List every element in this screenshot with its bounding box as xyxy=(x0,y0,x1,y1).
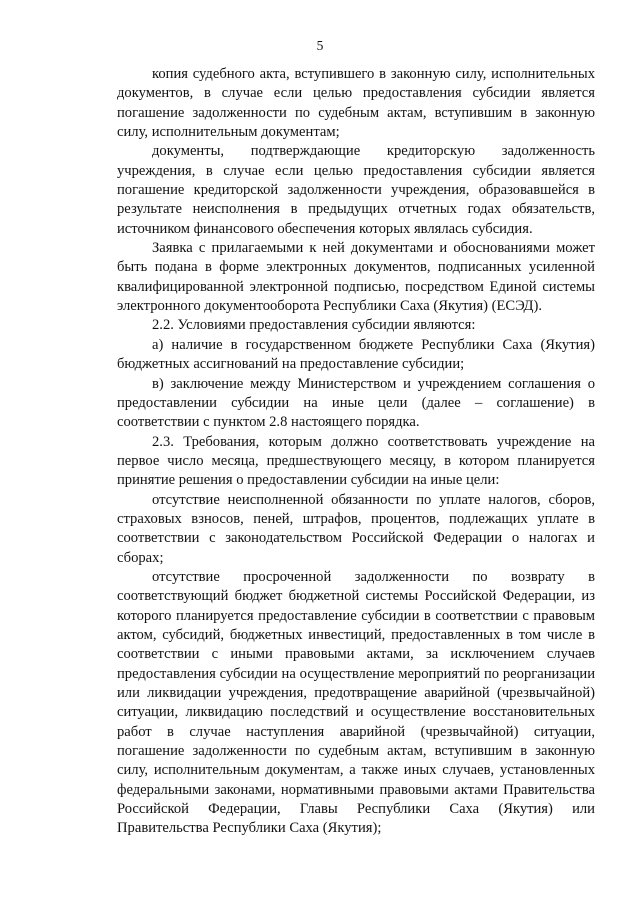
paragraph-no-tax-arrears: отсутствие неисполненной обязанности по уплате налогов, сборов, страховых взносов, пеней, штрафов, процентов, подлежащих уплате в соответствии с законодательством Российской Федерации о налогах и сборах; xyxy=(117,491,595,566)
paragraph-condition-v: в) заключение между Министерством и учреждением соглашения о предоставлении субсидии на иные цели (далее – соглашение) в соответствии с пунктом 2.8 настоящего порядка. xyxy=(117,375,595,431)
paragraph-condition-a: а) наличие в государственном бюджете Республики Саха (Якутия) бюджетных ассигнований на предоставление субсидии; xyxy=(117,336,595,373)
paragraph-section-2-2-heading: 2.2. Условиями предоставления субсидии являются: xyxy=(152,317,476,334)
paragraph-electronic-submission: Заявка с прилагаемыми к ней документами и обоснованиями может быть подана в форме электронных документов, подписанных усиленной квалифицированной электронной подписью, посредством Единой системы электронного документооборота Республики Саха (Якутия) (ЕСЭД). xyxy=(117,240,595,315)
paragraph-section-2-3-requirements: 2.3. Требования, которым должно соответствовать учреждение на первое число месяца, предшествующего месяцу, в котором планируется принятие решения о предоставлении субсидии на иные цели: xyxy=(117,433,595,489)
paragraph-court-act-copy: копия судебного акта, вступившего в законную силу, исполнительных документов, в случае если целью предоставления субсидии является погашение задолженности по судебным актам, вступившим в законную силу, исполнительным документам; xyxy=(117,66,595,141)
paragraph-no-overdue-debt: отсутствие просроченной задолженности по возврату в соответствующий бюджет бюджетной системы Российской Федерации, из которого планируется предоставление субсидии в соответствии с правовым актом, субсидий, бюджетных инвестиций, предоставленных в том числе в соответствии с иными правовыми актами, за исключением случаев предоставления субсидии на осуществление мероприятий по реорганизации или ликвидации учреждения, предотвращение аварийной (чрезвычайной) ситуации, ликвидацию последствий и осуществление восстановительных работ в случае наступления аварийной (чрезвычайной) ситуации, погашение задолженности по судебным актам, вступившим в законную силу, исполнительным документам, а также иных случаев, установленных федеральными законами, нормативными правовыми актами Правительства Российской Федерации, Главы Республики Саха (Якутия) или Правительства Республики Саха (Якутия); xyxy=(117,568,595,837)
document-body xyxy=(117,65,595,839)
paragraph-creditor-debt-documents: документы, подтверждающие кредиторскую задолженность учреждения, в случае если целью предоставления субсидии является погашение кредиторской задолженности учреждения, образовавшейся в результате неисполнения в предыдущих отчетных годах обязательств, источником финансового обеспечения которых являлась субсидия. xyxy=(117,143,595,237)
page-number: 5 xyxy=(316,38,324,53)
